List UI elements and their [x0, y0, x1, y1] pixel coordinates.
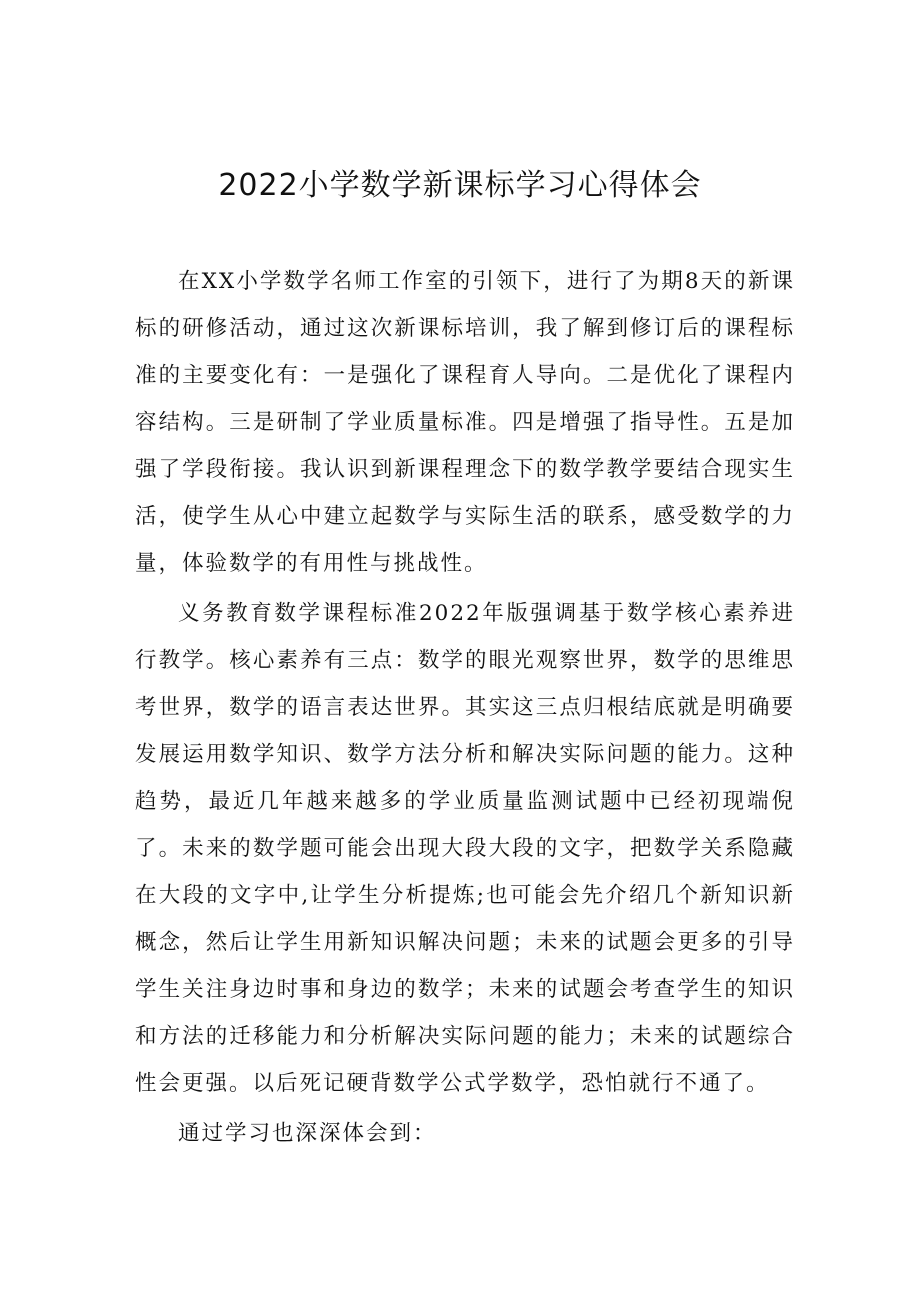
document-title: 2022小学数学新课标学习心得体会 [218, 168, 702, 203]
paragraph: 通过学习也深深体会到： [178, 1121, 437, 1146]
document-body [135, 258, 795, 1160]
paragraph: 义务教育数学课程标准2022年版强调基于数学核心素养进行教学。核心素养有三点：数学的眼光观察世界，数学的思维思考世界，数学的语言表达世界。其实这三点归根结底就是明确要发展运用数学知识、数学方法分析和解决实际问题的能力。这种趋势，最近几年越来越多的学业质量监测试题中已经初现端倪了。未来的数学题可能会出现大段大段的文字，把数学关系隐藏在大段的文字中,让学生分析提炼;也可能会先介绍几个新知识新概念，然后让学生用新知识解决问题；未来的试题会更多的引导学生关注身边时事和身边的数学；未来的试题会考查学生的知识和方法的迁移能力和分析解决实际问题的能力；未来的试题综合性会更强。以后死记硬背数学公式学数学，恐怕就行不通了。 [135, 601, 795, 1096]
paragraph: 在XX小学数学名师工作室的引领下，进行了为期8天的新课标的研修活动，通过这次新课标培训，我了解到修订后的课程标准的主要变化有：一是强化了课程育人导向。二是优化了课程内容结构。三是研制了学业质量标准。四是增强了指导性。五是加强了学段衔接。我认识到新课程理念下的数学教学要结合现实生活，使学生从心中建立起数学与实际生活的联系，感受数学的力量，体验数学的有用性与挑战性。 [135, 269, 795, 576]
